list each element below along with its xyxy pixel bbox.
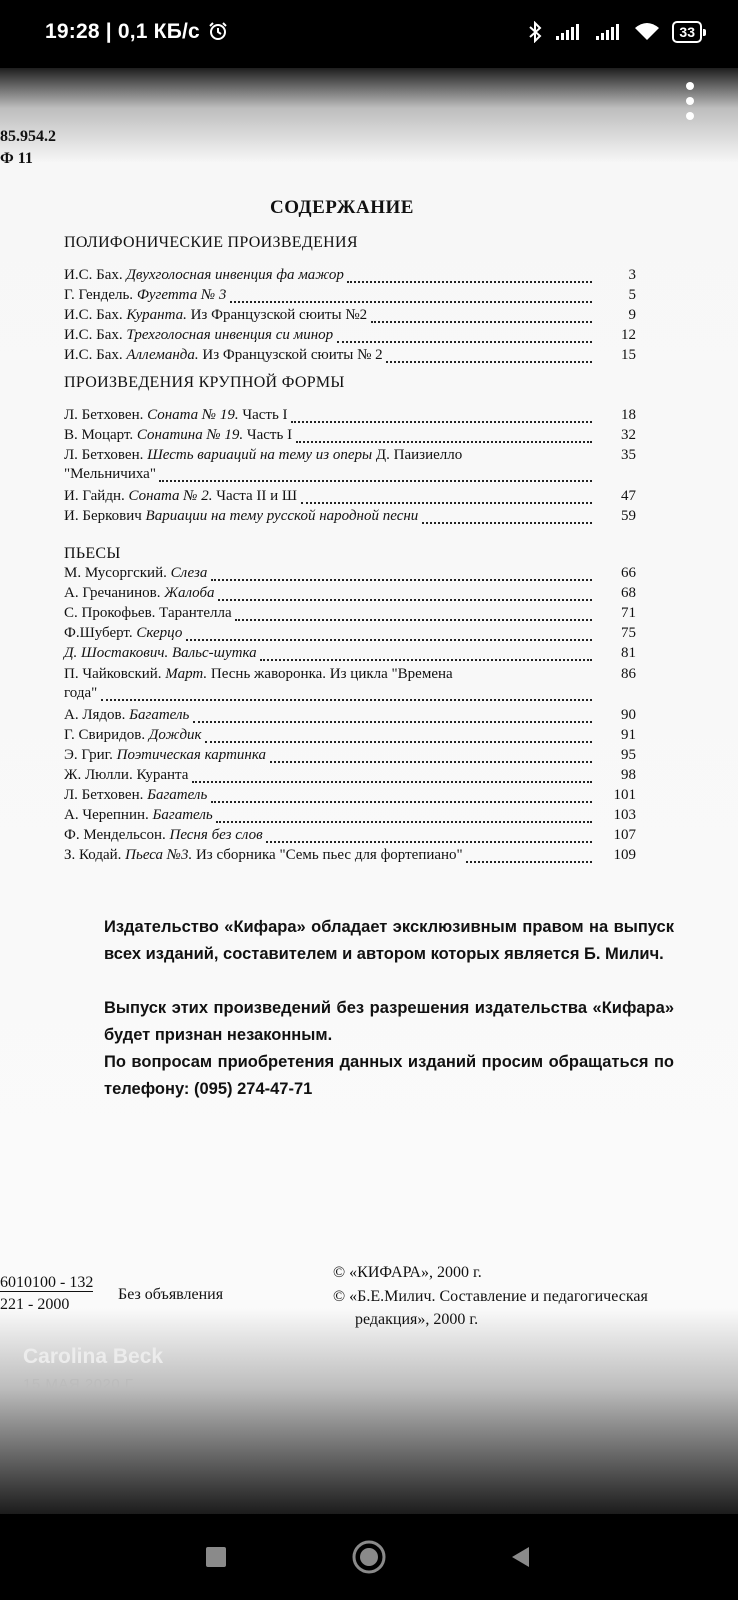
dot-leader (218, 587, 592, 601)
navigation-bar (0, 1514, 738, 1600)
toc-entry-rest: Часть I (242, 407, 288, 423)
toc-entry-rest: Часта II и Ш (216, 488, 298, 504)
toc-entry-author: Э. Григ. (64, 747, 113, 763)
toc-entry-rest: Тарантелла (159, 605, 232, 621)
imprint-fraction-bottom: 221 - 2000 (0, 1296, 70, 1313)
toc-page-number: 71 (621, 605, 636, 621)
toc-page-number: 3 (628, 267, 636, 283)
dot-leader (337, 329, 592, 343)
toc-entry-title (64, 645, 257, 662)
toc-entry-author: Г. Гендель. (64, 287, 134, 303)
toc-entry-title (64, 447, 462, 464)
dot-leader (211, 789, 592, 803)
toc-entry-author: И.С. Бах. (64, 307, 123, 323)
dot-leader (301, 490, 592, 504)
dot-leader (193, 709, 592, 723)
toc-page-number: 32 (621, 427, 636, 443)
toc-entry-author: И. Гайдн. (64, 488, 125, 504)
toc-entry-author: Л. Бетховен. (64, 407, 144, 423)
toc-entry-work: Скерцо (136, 625, 183, 641)
toc-entry-author: В. Моцарт. (64, 427, 134, 443)
toc-entry-work: Двухголосная инвенция фа мажор (126, 267, 344, 283)
status-bar (0, 0, 738, 68)
dot-leader (296, 429, 592, 443)
toc-entry-title (64, 267, 344, 284)
toc-entry-title (64, 287, 226, 304)
toc-page-number: 9 (628, 307, 636, 323)
toc-entry-continuation: года" (64, 685, 98, 701)
dot-leader (347, 269, 592, 283)
dot-leader (266, 829, 592, 843)
toc-entry-author: Л. Бетховен. (64, 787, 144, 803)
toc-entry-work: Песня без слов (169, 827, 263, 843)
toc-entry-rest: Часть I (246, 427, 293, 443)
toc-page-number: 109 (613, 847, 636, 863)
toc-entry-work: Багатель (152, 807, 213, 823)
toc-entry-work: Поэтическая картинка (116, 747, 267, 763)
status-icons (528, 21, 702, 43)
toc-entry-author: З. Кодай. (64, 847, 122, 863)
toc-entry-title (64, 427, 292, 444)
toc-entry-work: Вариации на тему русской народной песни (145, 508, 419, 524)
page-title: СОДЕРЖАНИЕ (270, 197, 414, 218)
wifi-icon (634, 22, 660, 42)
toc-entry-work: Аллеманда. (126, 347, 199, 363)
toc-entry-author: Г. Свиридов. (64, 727, 146, 743)
toc-entry-title (64, 767, 188, 784)
toc-section-title: ПОЛИФОНИЧЕСКИЕ ПРОИЗВЕДЕНИЯ (64, 234, 358, 251)
toc-entry-author: И.С. Бах. (64, 327, 123, 343)
dot-leader (101, 687, 592, 701)
dot-leader (192, 769, 592, 783)
toc-page-number: 12 (621, 327, 636, 343)
toc-page-number: 35 (621, 447, 636, 463)
toc-entry-author: И. Беркович (64, 508, 142, 524)
toc-page-number: 15 (621, 347, 636, 363)
image-viewer[interactable] (0, 68, 738, 1514)
toc-page-number: 95 (621, 747, 636, 763)
imprint-fraction-top: 6010100 - 132 (0, 1274, 94, 1291)
scanned-document (0, 68, 738, 1514)
no-ads-label: Без объявления (118, 1286, 224, 1303)
toc-entry-title (64, 787, 207, 804)
toc-section-title: ПРОИЗВЕДЕНИЯ КРУПНОЙ ФОРМЫ (64, 374, 345, 391)
toc-entry-work: Соната № 2. (128, 488, 213, 504)
toc-entry-rest: Из сборника "Семь пьес для фортепиано" (195, 847, 463, 863)
home-circle-icon (351, 1539, 387, 1575)
toc-page-number: 18 (621, 407, 636, 423)
dot-leader (205, 729, 592, 743)
toc-entry-title (64, 747, 266, 764)
toc-page-number: 68 (621, 585, 636, 601)
toc-entry-work: Багатель (129, 707, 190, 723)
toc-page-number: 75 (621, 625, 636, 641)
toc-entry-title (64, 307, 367, 324)
dot-leader (159, 468, 592, 482)
toc-entry-title (64, 605, 232, 622)
notice-paragraph: Выпуск этих произведений без разрешения издательства «Кифара» будет признан незаконным. (104, 999, 674, 1044)
toc-entry-continuation: "Мельничиха" (64, 466, 156, 482)
toc-entry-work: Трехголосная инвенция си минор (126, 327, 334, 343)
home-button[interactable] (339, 1514, 399, 1600)
toc-entry-rest: Из Французской сюиты №2 (190, 307, 368, 323)
toc-entry-author: А. Лядов. (64, 707, 126, 723)
toc-page-number: 59 (621, 508, 636, 524)
signal-icon (554, 22, 582, 42)
alarm-icon (208, 21, 228, 41)
toc-entry-rest: Песнь жаворонка. Из цикла "Времена (210, 666, 453, 682)
toc-entry-title (64, 347, 383, 364)
toc-entry-author: И.С. Бах. (64, 347, 123, 363)
toc-entry-author: С. Прокофьев. (64, 605, 156, 621)
toc-entry-work: Март. (165, 666, 208, 682)
toc-entry-work: Сонатина № 19. (136, 427, 244, 443)
toc-entry-work: Жалоба (164, 585, 215, 601)
toc-entry-title (64, 827, 263, 844)
battery-indicator: 33 (672, 21, 702, 43)
library-code: 85.954.2 (0, 128, 56, 145)
toc-entry-author: А. Черепнин. (64, 807, 149, 823)
status-time: 19:28 | 0,1 КБ/с (45, 20, 228, 44)
toc-page-number: 90 (621, 707, 636, 723)
toc-page-number: 5 (628, 287, 636, 303)
dot-leader (371, 309, 592, 323)
toc-entry-work: Соната № 19. (147, 407, 239, 423)
author-mark: Ф 11 (0, 150, 33, 167)
toc-entry-title (64, 407, 288, 424)
toc-page-number: 107 (613, 827, 636, 843)
toc-page-number: 81 (621, 645, 636, 661)
dot-leader (422, 510, 592, 524)
toc-entry-author: Ф. Мендельсон. (64, 827, 166, 843)
dot-leader (235, 607, 592, 621)
toc-page-number: 98 (621, 767, 636, 783)
back-button[interactable] (490, 1514, 550, 1600)
toc-entry-work: Фугетта № 3 (136, 287, 227, 303)
toc-section-title: ПЬЕСЫ (64, 545, 121, 562)
toc-entry-title (64, 707, 189, 724)
dot-leader (216, 809, 592, 823)
toc-page-number: 91 (621, 727, 636, 743)
toc-entry-work: Куранта. (126, 307, 187, 323)
toc-entry-rest: Из Французской сюиты № 2 (202, 347, 383, 363)
dot-leader (230, 289, 592, 303)
toc-entry-author: М. Мусоргский. (64, 565, 167, 581)
toc-entry-title (64, 727, 202, 744)
toc-entry-author: А. Гречанинов. (64, 585, 161, 601)
dot-leader (386, 349, 592, 363)
toc-entry-rest: Куранта (136, 767, 189, 783)
toc-entry-title (64, 807, 213, 824)
notice-paragraph: По вопросам приобретения данных изданий просим обращаться по телефону: (095) 274-47-71 (104, 1053, 674, 1098)
toc-entry-work: Слеза (170, 565, 208, 581)
toc-entry-title (64, 625, 182, 642)
toc-entry-rest: Д. Паизиелло (375, 447, 463, 463)
recents-square-icon (205, 1546, 227, 1568)
toc-entry-author: Ж. Люлли. (64, 767, 133, 783)
toc-entry-title (64, 488, 297, 505)
uploader-name: Carolina Beck (23, 1345, 164, 1368)
toc-entry-title (64, 666, 453, 683)
signal-icon (594, 22, 622, 42)
toc-entry-title (64, 508, 418, 525)
upload-date: 15 МАЯ 2020 Г. (23, 1376, 137, 1393)
toc-page-number: 66 (621, 565, 636, 581)
toc-entry-author: Л. Бетховен. (64, 447, 144, 463)
toc-entry-work: Дождик (148, 727, 202, 743)
toc-entry-work: Пьеса №3. (125, 847, 193, 863)
copyright-line: © «КИФАРА», 2000 г. (333, 1264, 482, 1281)
dot-leader (291, 409, 592, 423)
toc-entry-title (64, 565, 207, 582)
bluetooth-icon (528, 21, 542, 43)
toc-entry-title (64, 327, 333, 344)
dot-leader (466, 849, 592, 863)
copyright-line: © «Б.Е.Милич. Составление и педагогическая (333, 1288, 648, 1305)
toc-page-number: 86 (621, 666, 636, 682)
toc-entry-work: Д. Шостакович. Вальс-шутка (64, 645, 257, 661)
toc-entry-title (64, 847, 463, 864)
dot-leader (260, 647, 592, 661)
toc-page-number: 103 (613, 807, 636, 823)
toc-entry-work: Шесть вариаций на тему из оперы (147, 447, 373, 463)
toc-entry-author: И.С. Бах. (64, 267, 123, 283)
toc-page-number: 47 (621, 488, 636, 504)
toc-entry-author: П. Чайковский. (64, 666, 162, 682)
toc-entry-title (64, 585, 215, 602)
notice-paragraph: Издательство «Кифара» обладает эксклюзивным правом на выпуск всех изданий, составителем и автором которых является Б. Милич. (104, 918, 674, 963)
dot-leader (211, 567, 592, 581)
toc-page-number: 101 (613, 787, 636, 803)
dot-leader (270, 749, 592, 763)
back-triangle-icon (509, 1545, 531, 1569)
copyright-line: редакция», 2000 г. (355, 1311, 479, 1328)
toc-entry-author: Ф.Шуберт. (64, 625, 133, 641)
toc-entry-work: Багатель (147, 787, 208, 803)
recents-button[interactable] (186, 1514, 246, 1600)
dot-leader (186, 627, 592, 641)
